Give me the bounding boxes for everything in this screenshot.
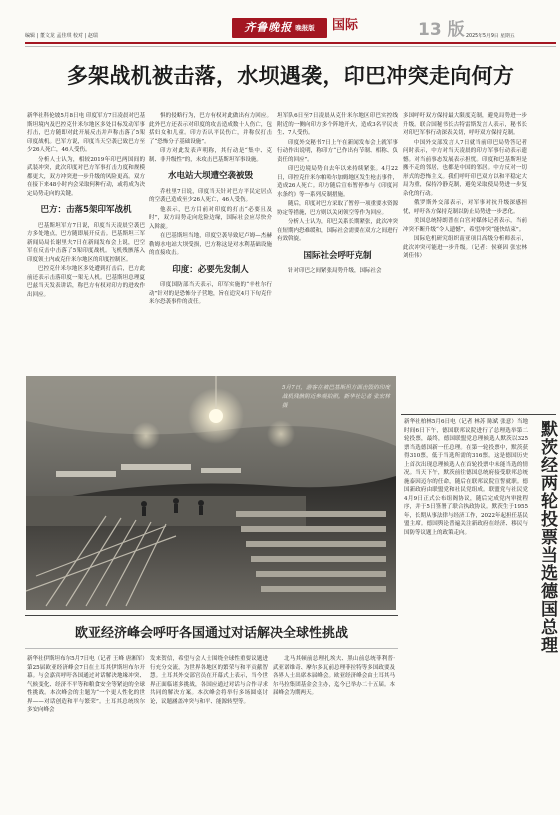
paragraph: 新华社科伦坡5月8日电 印度军方7日凌晨对巴基斯坦境内及巴控克什米尔地区多处目标发动军事打击，巴方随即对此开展反击并声称击落了5架印度战机。巴军方说，印度当天空袭已致巴方至少26人死亡，46人受伤。 — [27, 113, 145, 154]
main-column-2 — [149, 112, 272, 374]
paragraph: 乔杜里7日说，印度当天针对巴方平民定居点的空袭已造成至少26人死亡，46人受伤。 — [149, 188, 272, 204]
paragraph: 坦军队6日至7日凌晨从克什米尔地区印巴实控线附近的一侧向印方多个阵地开火，造成3名平民丧生、7人受伤。 — [277, 113, 398, 137]
bottom-rule-bottom — [25, 648, 398, 649]
paragraph: 中国外交部发言人7日就当前印巴局势答记者问时表示，中方对当天凌晨的印方军事行动表示遗憾。对当前事态发展表示担忧。印度和巴基斯坦是搬不走的邻居，也都是中国的邻居。中方反对一切形式的恐怖主义。我们呼吁印巴双方以和平稳定大局为重，保持冷静克制，避免采取使局势进一步复杂化的行动。 — [403, 139, 527, 197]
paragraph: 印度外交秘书7日上午在新闻发布会上就军事行动作出说明，称印方“已作出有节制、相称、负责任的回应”。 — [277, 139, 398, 163]
header-rule-thin — [25, 46, 556, 47]
masthead-logo — [232, 18, 327, 38]
subheading: 水电站大坝遭空袭被毁 — [167, 171, 253, 182]
bottom-column-2 — [150, 655, 268, 810]
paragraph: 巴基斯坦军方7日说，印度当天凌晨空袭巴方多处地点，巴方随即展开反击。巴基斯坦三军新闻局局长谢里夫7日在新闻发布会上说，巴空军在反击中击落了5架印度战机。飞机残骸落入印度领土内或克什米尔地区的印度控制区。 — [27, 222, 145, 263]
masthead-subtitle: 晚报版 — [295, 23, 315, 32]
main-column-3 — [277, 112, 398, 374]
bottom-headline: 欧亚经济峰会呼吁各国通过对话解决全球性挑战 — [74, 626, 348, 641]
paragraph: 惧的侵略行为，巴方有权对此做出有力回应。此外巴方还表示对印度的攻击造成数十人伤亡，包括妇女和儿童。印方否认平民伤亡，并称仅打击了“恐怖分子基础设施”。 — [149, 113, 272, 145]
sidebar-body — [404, 418, 528, 803]
section-label: 国际 — [332, 18, 359, 33]
bottom-column-1 — [27, 655, 145, 810]
paragraph: 在巴基斯坦当地，印度空袭导致尼卢姆—杰赫勒姆水电站大坝受损，巴方称这是对水利基础设施的直接攻击。 — [149, 233, 272, 257]
subheading: 巴方：击落5架印军战机 — [40, 205, 132, 216]
issue-date: 2025年5月9日 星期五 — [466, 34, 515, 39]
subheading: 印度：必要先发制人 — [172, 264, 249, 275]
paragraph: 印方对此发表声明称，其行动是“集中、克制、非升级性”的，未攻击巴基斯坦军事设施。 — [149, 148, 272, 163]
header-rule-red — [25, 42, 556, 44]
paragraph: 发来贺信，希望与会人士围绕全球性重要议题进行充分交流，为世界各地区的繁荣与和平贡献智慧。土耳其外交部官员在开幕式上表示，当今世界正面临诸多挑战，各国应通过对话与合作寻求共同的解决方案。本次峰会将举行多场圆桌讨论，议题涵盖冲突与和平、能源转型等。 — [150, 656, 268, 705]
paragraph: 分析人士认为，印巴关系长期紧张，此次冲突在短期内恐难缓和，国际社会需要在双方之间进行有效斡旋。 — [277, 219, 398, 243]
main-column-1 — [27, 112, 145, 372]
bottom-column-3 — [273, 655, 395, 810]
paragraph: 随后，印度对巴方采取了暂停一项重要水资源协定等措施，巴方则以关闭领空等作为回应。 — [277, 201, 398, 216]
photo-caption — [282, 384, 390, 411]
paragraph: 分析人士认为，相较2019年印巴两国间的武装冲突，此次印度对巴方军事打击力度和规模都更大，双方冲突进一步升级的风险更高。双方在接下来48小时内会采取何种行动，或将成为决定局势走向的关键。 — [27, 156, 145, 197]
subheading: 国际社会呼吁克制 — [303, 250, 372, 261]
paragraph: 多国呼吁双方保持最大限度克制，避免局势进一步升级。联合国秘书长古特雷斯发言人表示，秘书长对印巴军事行动深表关切，呼吁双方保持克制。 — [403, 113, 527, 137]
masthead-title: 齐鲁晚报 — [244, 21, 293, 35]
paragraph: 国际危机研究组织南亚项目高级分析师表示，此次冲突可能进一步升级。（记者：侯赛因 张宏林 刘佳伟） — [403, 236, 527, 260]
paragraph: 针对印巴之间紧张局势升级，国际社会 — [288, 268, 382, 275]
paragraph: 俄罗斯外交部表示，对军事对抗升级深感担忧，呼吁各方保持克制以防止局势进一步恶化。 — [403, 200, 527, 215]
page-number: 13 版 — [418, 20, 465, 40]
sidebar-divider — [401, 414, 556, 415]
paragraph: 巴控克什米尔地区多处遭到打击后，巴方此前还表示击落印度一架无人机。巴基斯坦总理夏巴兹当天发表讲话，称巴方有权对印方的进攻作出回应。 — [27, 266, 145, 298]
editor-credits: 编辑 | 董文龙 孟佳琪 校对 | 赵瑞 — [25, 33, 98, 39]
paragraph: 印巴边境局势自去年以来持续紧张。4月22日，印控克什米尔帕哈尔加姆地区发生枪击事件，造成26人死亡。印方随后宣布暂停参与《印度河水条约》等一系列反制措施。 — [277, 166, 398, 198]
paragraph: 印度国防部当天表示，印军实施的“辛杜尔行动”针对的是恐怖分子营地，旨在追究4月下旬克什米尔恐袭事件的责任。 — [149, 282, 272, 306]
sidebar-text: 新华社柏林5月6日电（记者 林苏 陈斌 张意）当地时间6日下午，德国联邦议院进行了总理选举第二轮投票，最终，德国联盟党总理候选人默茨以325票当选德国新一任总理。在第一轮投票中，默茨获得310票，低于当选所需的316票。这是德国历史上首次出现总理候选人在首轮投票中未能当选的情况。当天下午，默茨前往德国总统府接受联邦总统施泰因迈尔的任命，随后在联邦议院宣誓就职。德国新政府由联盟党和社民党组成。联盟党与社民党4月9日正式公布组阁协议，随后完成党内审批程序，并于5日签署了联合执政协议。默茨生于1955年，长期从事法律与经济工作，2022年起担任基民盟主席。德国舆论普遍关注新政府在经济、移民与国防等议题上的政策走向。 — [404, 419, 528, 536]
paragraph: 北马其顿前总理扎埃夫、黑山前总统菲利普·武亚诺维奇、摩尔多瓦前总理菲拉特等多国政要及各界人士出席本届峰会。欧亚经济峰会由土耳其马尔马拉集团基金会主办，迄今已举办二十五届。本届峰会为期两天。 — [273, 656, 395, 697]
bottom-rule-top — [25, 615, 398, 616]
paragraph: 美国总统特朗普在白宫对媒体记者表示，当前冲突不断升级“令人遗憾”，希望冲突“能快结束”。 — [403, 218, 527, 233]
main-column-4 — [403, 112, 527, 410]
paragraph: 他表示，巴方目前对印度的打击“必要且及时”，双方局势走向危险边缘，国际社会应尽快介入斡旋。 — [149, 206, 272, 230]
paragraph: 新华社伊斯坦布尔5月7日电（记者 王峰 唐湘军）第25届欧亚经济峰会7日在土耳其伊斯坦布尔开幕。与会嘉宾呼吁各国通过对话解决地缘冲突、气候变化、经济不平等和粮食安全等紧迫的全球性挑战。本次峰会的主题为“一个更人性化的世界——对话创造和平与繁荣”。土耳其总统埃尔多安向峰会 — [27, 656, 145, 714]
sidebar-vertical-title: 默茨经两轮投票当选德国总理 — [537, 420, 557, 654]
main-headline: 多架战机被击落，水坝遇袭，印巴冲突走向何方 — [66, 64, 515, 88]
caption-text: 5月7日，游客在被巴基斯坦方面击毁的印度战机残骸附近参观拍照。新华社记者 张宏林 摄 — [282, 385, 390, 409]
